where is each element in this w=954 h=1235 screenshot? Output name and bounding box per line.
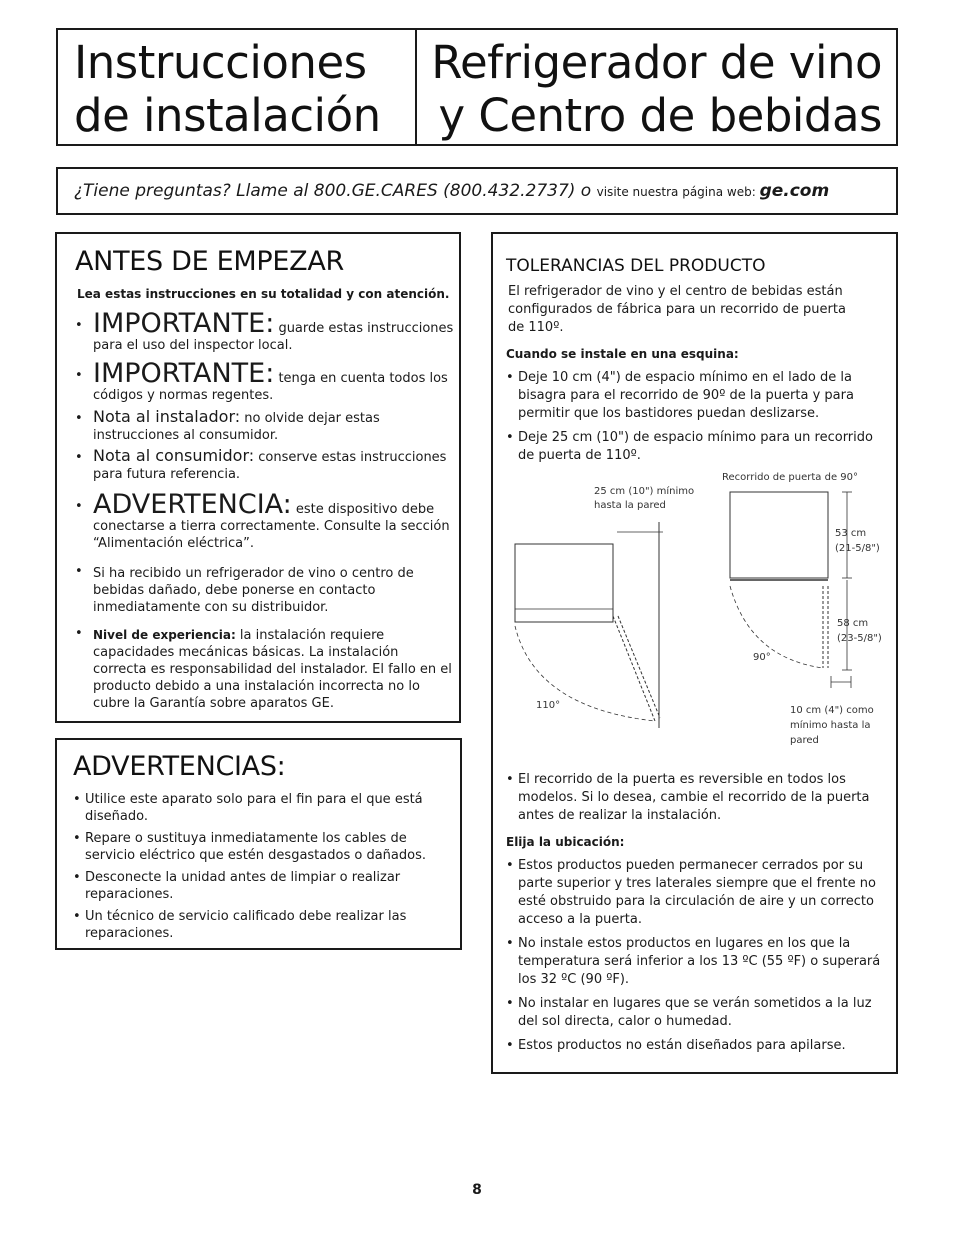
- corner-heading: Cuando se instale en una esquina:: [506, 347, 739, 361]
- label-25cm-line2: hasta la pared: [594, 500, 666, 511]
- section-title: ANTES DE EMPEZAR: [75, 246, 344, 277]
- location-heading: Elija la ubicación:: [506, 835, 625, 849]
- list-item: • Desconecte la unidad antes de limpiar o realizar reparaciones.: [73, 869, 455, 903]
- important-item-1: • IMPORTANTE: guarde estas instrucciones para el uso del inspector local.: [75, 308, 454, 353]
- website-link[interactable]: ge.com: [759, 181, 830, 201]
- item-lead: ADVERTENCIA:: [93, 489, 292, 520]
- item-lead: Nota al instalador:: [93, 407, 241, 426]
- door-swing-diagram: [505, 468, 890, 758]
- reversible-list: [506, 771, 886, 831]
- label-10cm-line1: 10 cm (4") como: [790, 705, 874, 716]
- label-25cm-line1: 25 cm (10") mínimo: [594, 486, 695, 497]
- list-item: • Estos productos no están diseñados para apilarse.: [506, 1037, 886, 1055]
- list-item: • Un técnico de servicio calificado debe realizar las reparaciones.: [73, 908, 455, 942]
- item-lead: IMPORTANTE:: [93, 308, 275, 339]
- item-text: tenga en cuenta todos los códigos y normas regentes.: [93, 371, 448, 403]
- phone-question: ¿Tiene preguntas? Llame al 800.GE.CARES (800.432.2737): [74, 181, 576, 201]
- tolerances-intro: El refrigerador de vino y el centro de bebidas están configurados de fábrica para un recorrido de puerta de 110º.: [508, 284, 846, 335]
- before-you-begin-section: [55, 232, 461, 723]
- warnings-list: [73, 791, 455, 947]
- label-10cm-line3: pared: [790, 735, 819, 746]
- warnings-section: [55, 738, 462, 950]
- list-item: • Estos productos pueden permanecer cerrados por su parte superior y tres laterales siempre que el frente no esté obstruido para la circulación de aire y un correcto acceso a la puerta.: [506, 857, 886, 929]
- item-text: Si ha recibido un refrigerador de vino o centro de bebidas dañado, debe ponerse en contacto inmediatamente con su distribuidor.: [93, 566, 414, 615]
- label-53cm-line2: (21-5/8"): [835, 543, 880, 554]
- title-line: de instalación: [74, 89, 381, 142]
- label-90-swing-title: Recorrido de puerta de 90°: [722, 472, 858, 483]
- product-title: [431, 36, 882, 142]
- list-item: • Repare o sustituya inmediatamente los cables de servicio eléctrico que estén desgastados o dañados.: [73, 830, 455, 864]
- section-title: TOLERANCIAS DEL PRODUCTO: [506, 256, 766, 276]
- experience-level-item: • Nivel de experiencia: la instalación requiere capacidades mecánicas básicas. La instalación correcta es responsabilidad del instalador. El fallo en el producto debido a una instalación incorrecta no lo cubre la Garantía sobre aparatos GE.: [75, 626, 452, 711]
- list-item: • No instale estos productos en lugares en los que la temperatura será inferior a los 13 ºC (55 ºF) o superará los 32 ºC (90 ºF).: [506, 935, 886, 989]
- header-divider: [415, 30, 417, 144]
- list-item: • Utilice este aparato solo para el fin para el que está diseñado.: [73, 791, 455, 825]
- product-tolerances-section: [491, 232, 898, 1074]
- visit-text: visite nuestra página web:: [596, 185, 760, 199]
- doc-type-title: [74, 36, 381, 142]
- label-58cm-line1: 58 cm: [837, 618, 869, 629]
- or-text: o: [575, 181, 597, 201]
- title-line: y Centro de bebidas: [438, 89, 882, 142]
- item-text: la instalación requiere capacidades mecánicas básicas. La instalación correcta es responsabilidad del instalador. El fallo en el producto debido a una instalación incorrecta no lo cubre la Garantía sobre aparatos GE.: [93, 628, 452, 711]
- important-item-2: • IMPORTANTE: tenga en cuenta todos los códigos y normas regentes.: [75, 358, 448, 403]
- corner-list: [506, 369, 886, 471]
- page-number: 8: [472, 1182, 482, 1198]
- title-line: Instrucciones: [74, 36, 367, 89]
- section-intro: Lea estas instrucciones en su totalidad y con atención.: [77, 287, 450, 301]
- unit-90-drawing: [730, 492, 852, 688]
- label-53cm-line1: 53 cm: [835, 528, 867, 539]
- list-item: • Deje 25 cm (10") de espacio mínimo para un recorrido de puerta de 110º.: [506, 429, 886, 465]
- item-text: este dispositivo debe conectarse a tierra correctamente. Consulte la sección “Alimentación eléctrica”.: [93, 502, 450, 551]
- list-item: • El recorrido de la puerta es reversible en todos los modelos. Si lo desea, cambie el recorrido de la puerta antes de realizar la instalación.: [506, 771, 886, 825]
- item-lead: Nota al consumidor:: [93, 446, 255, 465]
- section-title: ADVERTENCIAS:: [73, 751, 286, 782]
- item-text: conserve estas instrucciones para futura referencia.: [93, 450, 447, 482]
- damaged-unit-item: • Si ha recibido un refrigerador de vino o centro de bebidas dañado, debe ponerse en contacto inmediatamente con su distribuidor.: [75, 564, 414, 615]
- contact-line: [74, 181, 829, 201]
- list-item: • No instalar en lugares que se verán sometidos a la luz del sol directa, calor o humedad.: [506, 995, 886, 1031]
- item-text: no olvide dejar estas instrucciones al consumidor.: [93, 411, 380, 443]
- consumer-note-item: • Nota al consumidor: conserve estas instrucciones para futura referencia.: [75, 446, 447, 482]
- contact-bar: [56, 167, 898, 215]
- warning-item: • ADVERTENCIA: este dispositivo debe conectarse a tierra correctamente. Consulte la sección “Alimentación eléctrica”.: [75, 489, 450, 551]
- location-list: [506, 857, 886, 1061]
- title-header: [56, 28, 898, 146]
- item-lead: IMPORTANTE:: [93, 358, 275, 389]
- unit-110-drawing: [515, 522, 663, 728]
- item-lead: Nivel de experiencia:: [93, 628, 236, 642]
- installer-note-item: • Nota al instalador: no olvide dejar estas instrucciones al consumidor.: [75, 407, 380, 443]
- title-line: Refrigerador de vino: [431, 36, 882, 89]
- item-text: guarde estas instrucciones para el uso del inspector local.: [93, 321, 454, 353]
- label-110-degrees: 110°: [536, 700, 561, 711]
- label-58cm-line2: (23-5/8"): [837, 633, 882, 644]
- label-10cm-line2: mínimo hasta la: [790, 720, 871, 731]
- list-item: • Deje 10 cm (4") de espacio mínimo en el lado de la bisagra para el recorrido de 90º de la puerta y para permitir que los bastidores puedan deslizarse.: [506, 369, 886, 423]
- label-90-degrees: 90°: [753, 652, 771, 663]
